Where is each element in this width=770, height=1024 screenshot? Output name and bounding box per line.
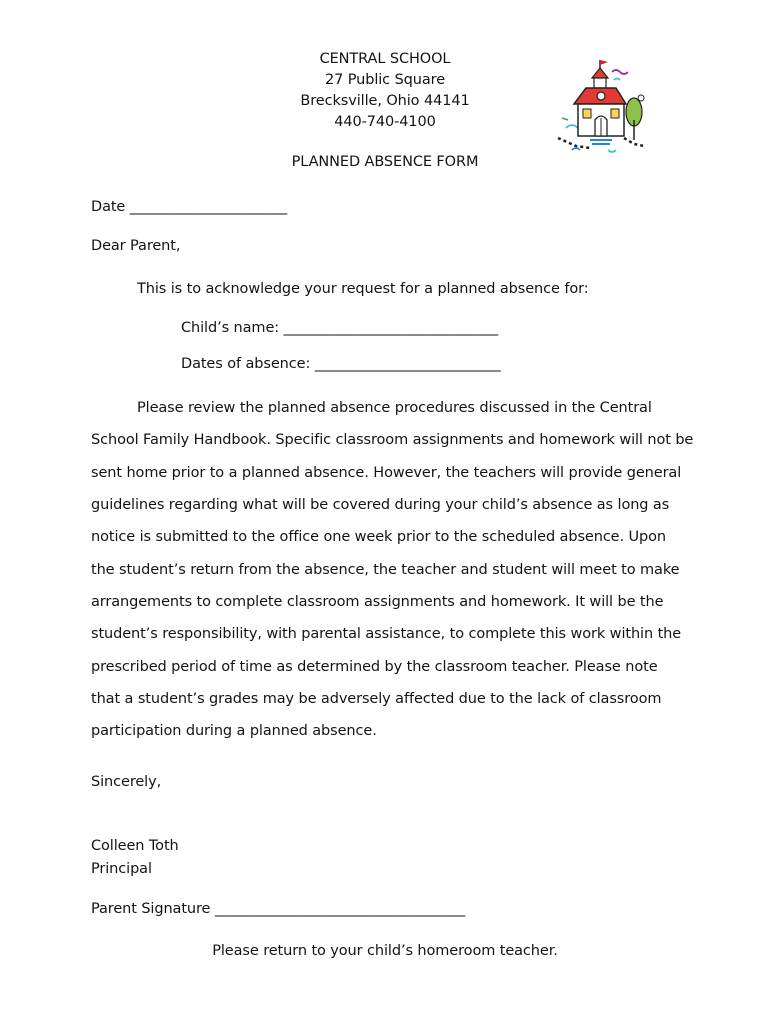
body-line: participation during a planned absence. — [91, 723, 377, 739]
body-line: arrangements to complete classroom assignments and homework. It will be the — [91, 594, 664, 610]
child-name-field: Child’s name: ______________________________ — [181, 320, 499, 336]
form-title: PLANNED ABSENCE FORM — [291, 154, 479, 170]
parent-signature-field: Parent Signature ___________________________________ — [91, 901, 466, 917]
school-address: 27 Public Square — [324, 72, 446, 88]
school-city: Brecksville, Ohio 44141 — [300, 93, 470, 109]
body-line: student’s responsibility, with parental assistance, to complete this work within the — [91, 626, 682, 642]
body-line: School Family Handbook. Specific classroom assignments and homework will not be — [91, 432, 694, 448]
school-name: CENTRAL SCHOOL — [319, 51, 451, 67]
body-line: sent home prior to a planned absence. However, the teachers will provide general — [91, 465, 682, 481]
dates-of-absence-field: Dates of absence: __________________________ — [181, 356, 501, 372]
body-line: prescribed period of time as determined by the classroom teacher. Please note — [91, 659, 658, 675]
signer-title: Principal — [91, 861, 152, 877]
salutation: Dear Parent, — [91, 238, 181, 254]
intro-text: This is to acknowledge your request for a planned absence for: — [137, 281, 589, 297]
date-field: Date ______________________ — [91, 199, 288, 215]
body-line: notice is submitted to the office one week prior to the scheduled absence. Upon — [91, 529, 667, 545]
closing: Sincerely, — [91, 774, 162, 790]
body-line: Please review the planned absence procedures discussed in the Central — [137, 400, 652, 416]
signer-name: Colleen Toth — [91, 838, 179, 854]
body-line: guidelines regarding what will be covered during your child’s absence as long as — [91, 497, 670, 513]
school-phone: 440-740-4100 — [334, 114, 436, 130]
body-line: that a student’s grades may be adversely affected due to the lack of classroom — [91, 691, 662, 707]
footer-note: Please return to your child’s homeroom teacher. — [212, 943, 558, 959]
body-line: the student’s return from the absence, the teacher and student will meet to make — [91, 562, 680, 578]
